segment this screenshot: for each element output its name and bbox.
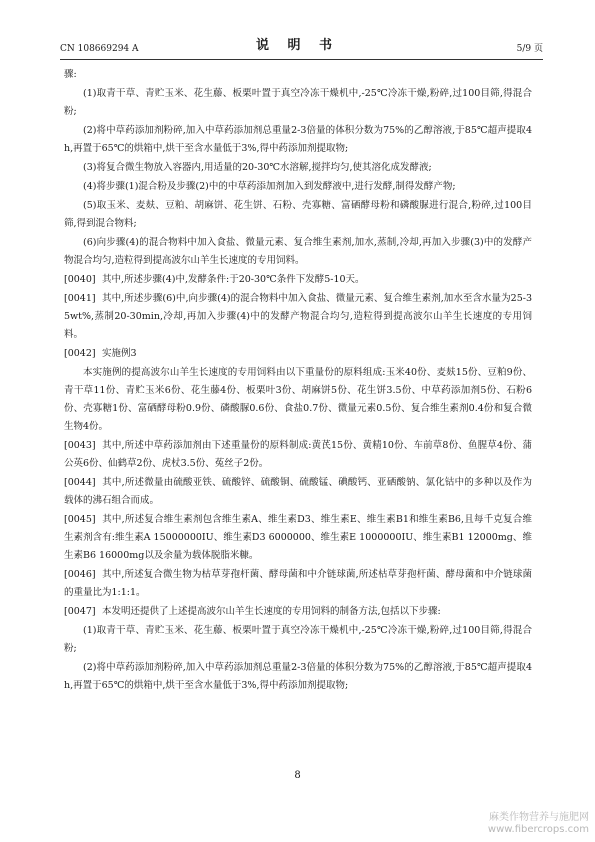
paragraph-number: [0043] — [64, 440, 96, 451]
numbered-paragraph — [64, 511, 532, 565]
paragraph-number: [0047] — [64, 606, 96, 617]
paragraph — [64, 159, 532, 177]
paragraph-text: (1)取青干草、青贮玉米、花生藤、板栗叶置于真空冷冻干燥机中,-25℃冷冻干燥,粉碎,过100目筛,得混合粉; — [64, 88, 532, 117]
watermark-url: www.fibercrops.com — [487, 824, 589, 835]
document-body — [64, 66, 532, 696]
paragraph — [64, 622, 532, 658]
numbered-paragraph — [64, 474, 532, 510]
page-title: 说 明 书 — [255, 38, 340, 53]
paragraph — [64, 178, 532, 196]
numbered-paragraph — [64, 290, 532, 344]
numbered-paragraph — [64, 345, 532, 363]
numbered-paragraph — [64, 271, 532, 289]
paragraph-text: 骤: — [64, 69, 77, 80]
paragraph-text: (1)取青干草、青贮玉米、花生藤、板栗叶置于真空冷冻干燥机中,-25℃冷冻干燥,粉碎,过100目筛,得混合粉; — [64, 625, 532, 654]
page-indicator: 5/9 页 — [516, 44, 543, 54]
paragraph-text: (4)将步骤(1)混合粉及步骤(2)中的中草药添加剂加入到发酵液中,进行发酵,制得发酵产物; — [83, 181, 456, 192]
paragraph-text: (5)取玉米、麦麸、豆粕、胡麻饼、花生饼、石粉、壳寡糖、富硒酵母粉和磷酸脲进行混合,粉碎,过100目筛,得到混合物料; — [64, 200, 532, 229]
numbered-paragraph — [64, 566, 532, 602]
paragraph-text: 其中,所述步骤(4)中,发酵条件:于20-30℃条件下发酵5-10天。 — [102, 274, 365, 285]
paragraph-number: [0042] — [64, 348, 96, 359]
paragraph — [64, 659, 532, 695]
paragraph — [64, 197, 532, 233]
watermark-site-name: 麻类作物营养与施肥网 — [489, 812, 589, 823]
doc-number: CN 108669294 A — [60, 44, 139, 54]
paragraph — [64, 66, 532, 84]
paragraph-text: 实施例3 — [102, 348, 137, 359]
paragraph-text: 其中,所述步骤(6)中,向步骤(4)的混合物料中加入食盐、微量元素、复合维生素剂,加水至含水量为25-35wt%,蒸制20-30min,冷却,再加入步骤(4)中的发酵产物混合均匀,造粒得到提高波尔山羊生长速度的专用饲料。 — [64, 293, 532, 340]
paragraph-number: [0044] — [64, 477, 96, 488]
numbered-paragraph — [64, 603, 532, 621]
paragraph-text: 本实施例的提高波尔山羊生长速度的专用饲料由以下重量份的原料组成:玉米40份、麦麸15份、豆粕9份、青干草11份、青贮玉米6份、花生藤4份、板栗叶3份、胡麻饼5份、花生饼3.5份、中草药添加剂5份、石粉6份、壳寡糖1份、富硒酵母粉0.9份、磷酸脲0.6份、食盐0.7份、微量元素0.5份、复合维生素剂0.4份和复合微生物4份。 — [64, 367, 532, 432]
paragraph-number: [0040] — [64, 274, 96, 285]
site-watermark — [488, 812, 589, 836]
paragraph-number: [0045] — [64, 514, 96, 525]
paragraph-text: (2)将中草药添加剂粉碎,加入中草药添加剂总重量2-3倍量的体积分数为75%的乙醇溶液,于85℃超声提取4h,再置于65℃的烘箱中,烘干至含水量低于3%,得中药添加剂提取物; — [64, 125, 532, 154]
paragraph — [64, 122, 532, 158]
header-divider — [60, 59, 543, 60]
paragraph-text: 其中,所述复合微生物为枯草芽孢杆菌、酵母菌和中介链球菌,所述枯草芽孢杆菌、酵母菌和中介链球菌的重量比为1:1:1。 — [64, 569, 532, 598]
paragraph-number: [0046] — [64, 569, 96, 580]
paragraph-text: 其中,所述微量由硫酸亚铁、硫酸锌、硫酸铜、硫酸锰、碘酸钙、亚硒酸钠、氯化钴中的多种以及作为载体的沸石组合而成。 — [64, 477, 532, 506]
page-number: 8 — [294, 770, 301, 781]
paragraph-text: (2)将中草药添加剂粉碎,加入中草药添加剂总重量2-3倍量的体积分数为75%的乙醇溶液,于85℃超声提取4h,再置于65℃的烘箱中,烘干至含水量低于3%,得中药添加剂提取物; — [64, 662, 532, 691]
paragraph-text: 本发明还提供了上述提高波尔山羊生长速度的专用饲料的制备方法,包括以下步骤: — [102, 606, 441, 617]
paragraph — [64, 234, 532, 270]
paragraph-text: (3)将复合微生物放入容器内,用适量的20-30℃水溶解,搅拌均匀,使其溶化成发酵液; — [83, 162, 432, 173]
numbered-paragraph — [64, 437, 532, 473]
paragraph-text: 其中,所述中草药添加剂由下述重量份的原料制成:黄芪15份、黄精10份、车前草8份、鱼腥草4份、蒲公英6份、仙鹤草2份、虎杖3.5份、菟丝子2份。 — [64, 440, 532, 469]
paragraph — [64, 364, 532, 436]
paragraph-text: 其中,所述复合维生素剂包含维生素A、维生素D3、维生素E、维生素B1和维生素B6,且每千克复合维生素剂含有:维生素A 15000000IU、维生素D3 6000000、维生素E 1000000IU、维生素B1 12000mg、维生素B6 16000mg以及余量为载体脱脂米糠。 — [64, 514, 532, 561]
paragraph-text: (6)向步骤(4)的混合物料中加入食盐、微量元素、复合维生素剂,加水,蒸制,冷却,再加入步骤(3)中的发酵产物混合均匀,造粒得到提高波尔山羊生长速度的专用饲料。 — [64, 237, 532, 266]
paragraph — [64, 85, 532, 121]
paragraph-number: [0041] — [64, 293, 96, 304]
